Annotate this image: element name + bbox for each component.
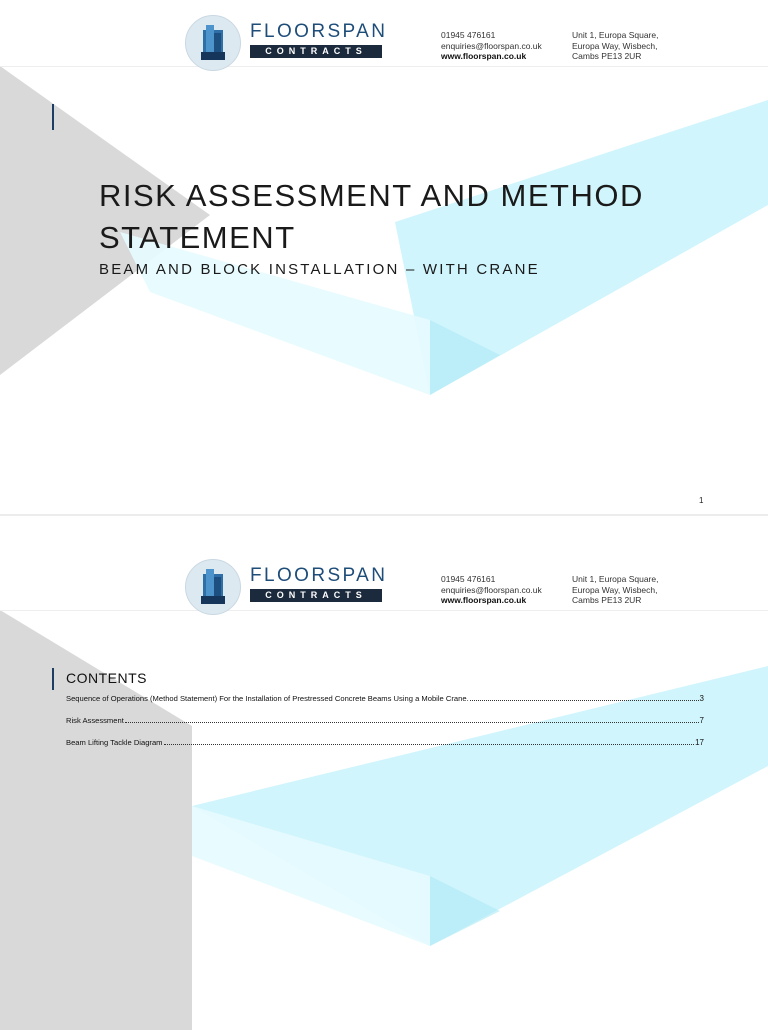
toc-entry-page: 7 — [699, 716, 704, 725]
document-title: RISK ASSESSMENT AND METHOD STATEMENT — [99, 178, 644, 255]
toc-entry[interactable] — [66, 737, 704, 759]
floorspan-logo-icon — [185, 15, 241, 71]
document-subtitle: BEAM AND BLOCK INSTALLATION – WITH CRANE — [99, 261, 540, 278]
address-line-1: Unit 1, Europa Square, — [572, 574, 659, 584]
toc-entry-label: Risk Assessment — [66, 716, 124, 725]
phone-number: 01945 476161 — [441, 30, 496, 40]
toc-leader-dots — [470, 693, 699, 701]
phone-number: 01945 476161 — [441, 574, 496, 584]
contact-details — [441, 574, 542, 606]
brand-wordmark — [250, 21, 388, 58]
toc-entry-label: Beam Lifting Tackle Diagram — [66, 738, 163, 747]
contact-details — [441, 30, 542, 62]
toc-entry-page: 17 — [695, 738, 704, 747]
page-number: 1 — [699, 496, 704, 505]
email-address: enquiries@floorspan.co.uk — [441, 40, 542, 51]
address-line-1: Unit 1, Europa Square, — [572, 30, 659, 40]
page-header — [0, 544, 768, 611]
brand-subtitle: CONTRACTS — [250, 589, 382, 602]
brand-wordmark — [250, 565, 388, 602]
website-link[interactable]: www.floorspan.co.uk — [441, 51, 527, 61]
toc-entry-page: 3 — [699, 694, 704, 703]
accent-bar — [52, 104, 54, 130]
postal-address — [572, 30, 658, 62]
floorspan-logo-icon — [185, 559, 241, 615]
email-address: enquiries@floorspan.co.uk — [441, 584, 542, 595]
toc-entry[interactable] — [66, 715, 704, 737]
contents-heading: CONTENTS — [66, 670, 147, 686]
website-link[interactable]: www.floorspan.co.uk — [441, 595, 527, 605]
accent-bar — [52, 668, 54, 690]
brand-name: FLOORSPAN — [250, 565, 388, 586]
brand-subtitle: CONTRACTS — [250, 45, 382, 58]
toc-leader-dots — [164, 737, 695, 745]
contents-page — [0, 516, 768, 1030]
address-line-3: Cambs PE13 2UR — [572, 595, 642, 605]
address-line-3: Cambs PE13 2UR — [572, 51, 642, 61]
cover-page — [0, 0, 768, 514]
brand-name: FLOORSPAN — [250, 21, 388, 42]
postal-address — [572, 574, 658, 606]
toc-entry-label: Sequence of Operations (Method Statement) For the Installation of Prestressed Concrete Beams Using a Mobile Crane. — [66, 694, 469, 703]
table-of-contents — [66, 693, 704, 759]
address-line-2: Europa Way, Wisbech, — [572, 584, 658, 595]
toc-entry[interactable] — [66, 693, 704, 715]
address-line-2: Europa Way, Wisbech, — [572, 40, 658, 51]
page-header — [0, 0, 768, 67]
toc-leader-dots — [125, 715, 699, 723]
